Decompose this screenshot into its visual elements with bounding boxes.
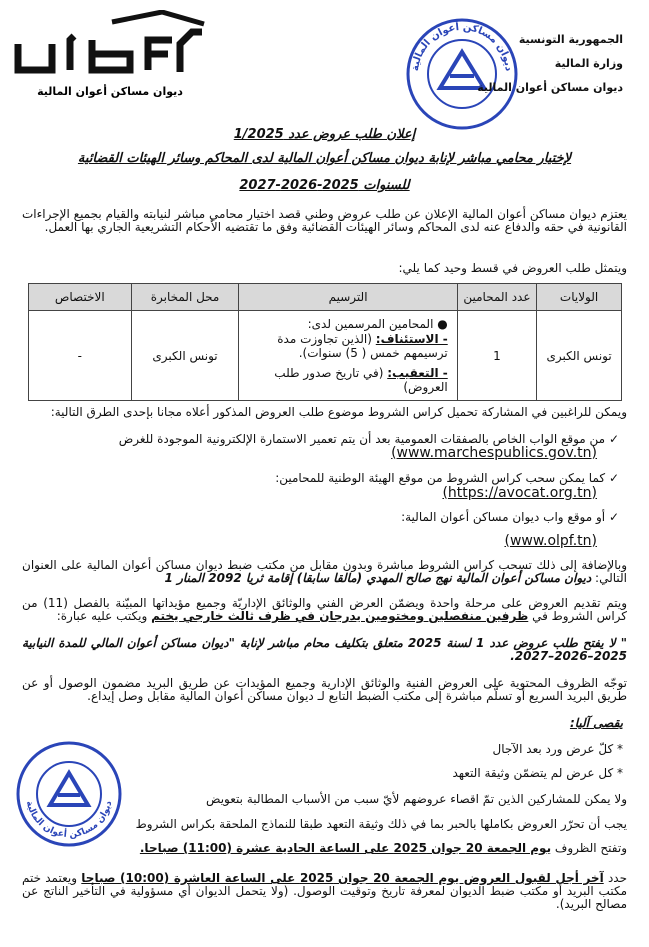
option-2: [275, 471, 619, 485]
office-label: ديوان مساكن أعوان المالية: [477, 81, 623, 94]
col-state: الولايات: [537, 284, 622, 311]
col-count: عدد المحامين: [457, 284, 536, 311]
checkmark-icon: ✓: [608, 510, 619, 524]
notice-number-title: إعلان طلب عروض عدد 1/2025: [233, 127, 416, 142]
intro-paragraph: يعتزم ديوان مساكن أعوان المالية الإعلان عن طلب عروض وطني قصد اختيار محامي مباشر لنيابته والقيام بجميع الإجراءات القانونية في حقه والدفاع عنه لدى المحاكم وسائر الهيئات القضائية وفق ما تقتضيه الأحكام التشريعية الجاري بها العمل.: [22, 207, 627, 234]
write-text: يجب أن تحرّر العروض بكاملها بالحبر بما في ذلك وثيقة التعهد طبقا للنماذج الملحقة بكراس الشروط: [135, 817, 627, 831]
olpf-logo: [12, 10, 208, 110]
col-registration: الترسيم: [239, 284, 457, 311]
deadline-bold: آخر أجل لقبول العروض يوم الجمعة 20 جوان 2025 على الساعة العاشرة (10:00) صباحا: [81, 871, 604, 885]
republic-label: الجمهورية التونسية: [518, 33, 623, 46]
opening-bold: يوم الجمعة 20 جوان 2025 على الساعة الحادية عشرة (11:00) صباحا.: [139, 841, 552, 855]
exclusion-title: يقصى آليا:: [569, 716, 623, 730]
cell-count: 1: [457, 311, 536, 401]
stamp-text: ديوان مساكن أعوان المالية: [410, 21, 514, 72]
withdraw-text: وبالإضافة إلى ذلك تسحب كراس الشروط مباشرة وبدون مقابل من مكتب ضبط ديوان مساكن أعوان المالية على العنوان التالي:: [22, 558, 627, 585]
office-stamp-icon: [404, 16, 520, 132]
col-place: محل المخابرة: [131, 284, 239, 311]
no-claim-text: ولا يمكن للمشاركين الذين تمّ اقصاء عروضهم لأيّ سبب من الأسباب المطالبة بتعويض: [206, 792, 627, 806]
cell-state: تونس الكبرى: [537, 311, 622, 401]
opening-text: وتفتح الظروف: [554, 841, 627, 855]
cell-registration: ● المحامين المرسمين لدى: - الاستئناف: (الذين تجاوزت مدة ترسيمهم خمس ( 5) سنوات). - التعقيب: (في تاريخ صدور طلب العروض): [239, 311, 457, 401]
checkmark-icon: ✓: [608, 432, 619, 446]
withdraw-paragraph: [22, 559, 627, 585]
option-2-link[interactable]: (https://avocat.org.tn): [442, 485, 597, 501]
lot-table: [28, 283, 622, 401]
cell-specialty: -: [29, 311, 132, 401]
table-header-row: [29, 284, 622, 311]
ministry-label: وزارة المالية: [554, 57, 623, 70]
table-row: [29, 311, 622, 401]
deadline-text-1: حدد: [607, 871, 628, 885]
appeal-text: (الذين تجاوزت مدة ترسيمهم خمس ( 5) سنوات).: [277, 332, 448, 360]
download-intro: ويمكن للراغبين في المشاركة تحميل كراس الشروط موضوع طلب العروض المذكور أعلاه مجانا بإحدى الطرق التالية:: [50, 405, 627, 419]
notice-years-title: للسنوات 2025-2026-2027: [239, 178, 410, 193]
cassation-text: (في تاريخ صدور طلب العروض): [274, 366, 448, 394]
submission-bold: ظرفين منفصلين ومختومين يدرجان في ظرف ثالث خارجي يختم: [151, 609, 529, 623]
bottom-stamp-icon: [14, 739, 124, 849]
logo-caption: ديوان مساكن أعوان المالية: [37, 85, 183, 98]
opening-paragraph: [140, 841, 627, 855]
option-1-text: من موقع الواب الخاص بالصفقات العمومية بعد أن يتم تعمير الاستمارة الإلكترونية الموجودة للغرض: [118, 432, 606, 446]
checkmark-icon: ✓: [608, 471, 619, 485]
col-specialty: الاختصاص: [29, 284, 132, 311]
option-2-text: كما يمكن سحب كراس الشروط من موقع الهيئة الوطنية للمحامين:: [275, 471, 606, 485]
envelope-notice: " لا يفتح طلب عروض عدد 1 لسنة 2025 متعلق بتكليف محام مباشر لإنابة "ديوان مساكن أعوان المالي للمدة النيابية 2025–2026–2027.: [22, 636, 627, 663]
submission-text-1: ويتم تقديم العروض على مرحلة واحدة ويضمّن العرض الفني والوثائق الإداريّة وجميع مؤيداتها المبيّنة بالفصل (11) من كراس الشروط في: [22, 596, 628, 623]
option-1: [119, 432, 619, 446]
option-3-link[interactable]: (www.olpf.tn): [504, 533, 597, 549]
cell-place: تونس الكبرى: [131, 311, 239, 401]
exclusion-item-2: * كل عرض لم يتضمّن وثيقة التعهد: [452, 766, 623, 780]
appeal-label: - الاستئناف:: [375, 332, 448, 346]
withdraw-address: ديوان مساكن أعوان المالية نهج صالح المهدي (مالقا سابقا) إقامة ثريا 2092 المنار 1: [164, 571, 592, 585]
reg-intro: المحامين المرسمين لدى:: [307, 317, 434, 331]
deadline-paragraph: [22, 872, 627, 911]
exclusion-item-1: * كلّ عرض ورد بعد الآجال: [492, 742, 623, 756]
deadline-text-2: ويعتمد ختم مكتب البريد أو مكتب ضبط الديوان لمعرفة تاريخ وتوقيت الوصول. (ولا يتحمل الديوان أي مسؤولية في التأخير الناتج عن مصالح البريد).: [22, 871, 627, 911]
notice-subject-title: لإختيار محامي مباشر لإنابة ديوان مساكن أعوان المالية لدى المحاكم وسائر الهيئات القضائية: [77, 151, 572, 166]
bottom-stamp-text: ديوان مساكن أعوان المالية: [23, 799, 115, 841]
submission-text-2: ويكتب عليه عبارة:: [56, 609, 148, 623]
svg-text:ديوان مساكن أعوان المالية: [410, 20, 514, 72]
cassation-label: - التعقيب:: [387, 366, 448, 380]
option-1-link[interactable]: (www.marchespublics.gov.tn): [391, 445, 597, 461]
submission-paragraph: [22, 597, 627, 623]
send-paragraph: توجّه الظروف المحتوية على العروض الفنية والوثائق الإدارية وجميع المؤيدات عن طريق البريد مضمون الوصول أو عن طريق البريد السريع أو تسلّم مباشرة إلى مكتب الضبط التابع لـ ديوان مساكن أعوان المالية مقابل وصل إيداع.: [22, 676, 627, 703]
option-3: [401, 510, 619, 524]
lot-intro: ويتمثل طلب العروض في قسط وحيد كما يلي:: [398, 261, 627, 275]
option-3-text: أو موقع واب ديوان مساكن أعوان المالية:: [401, 510, 606, 524]
